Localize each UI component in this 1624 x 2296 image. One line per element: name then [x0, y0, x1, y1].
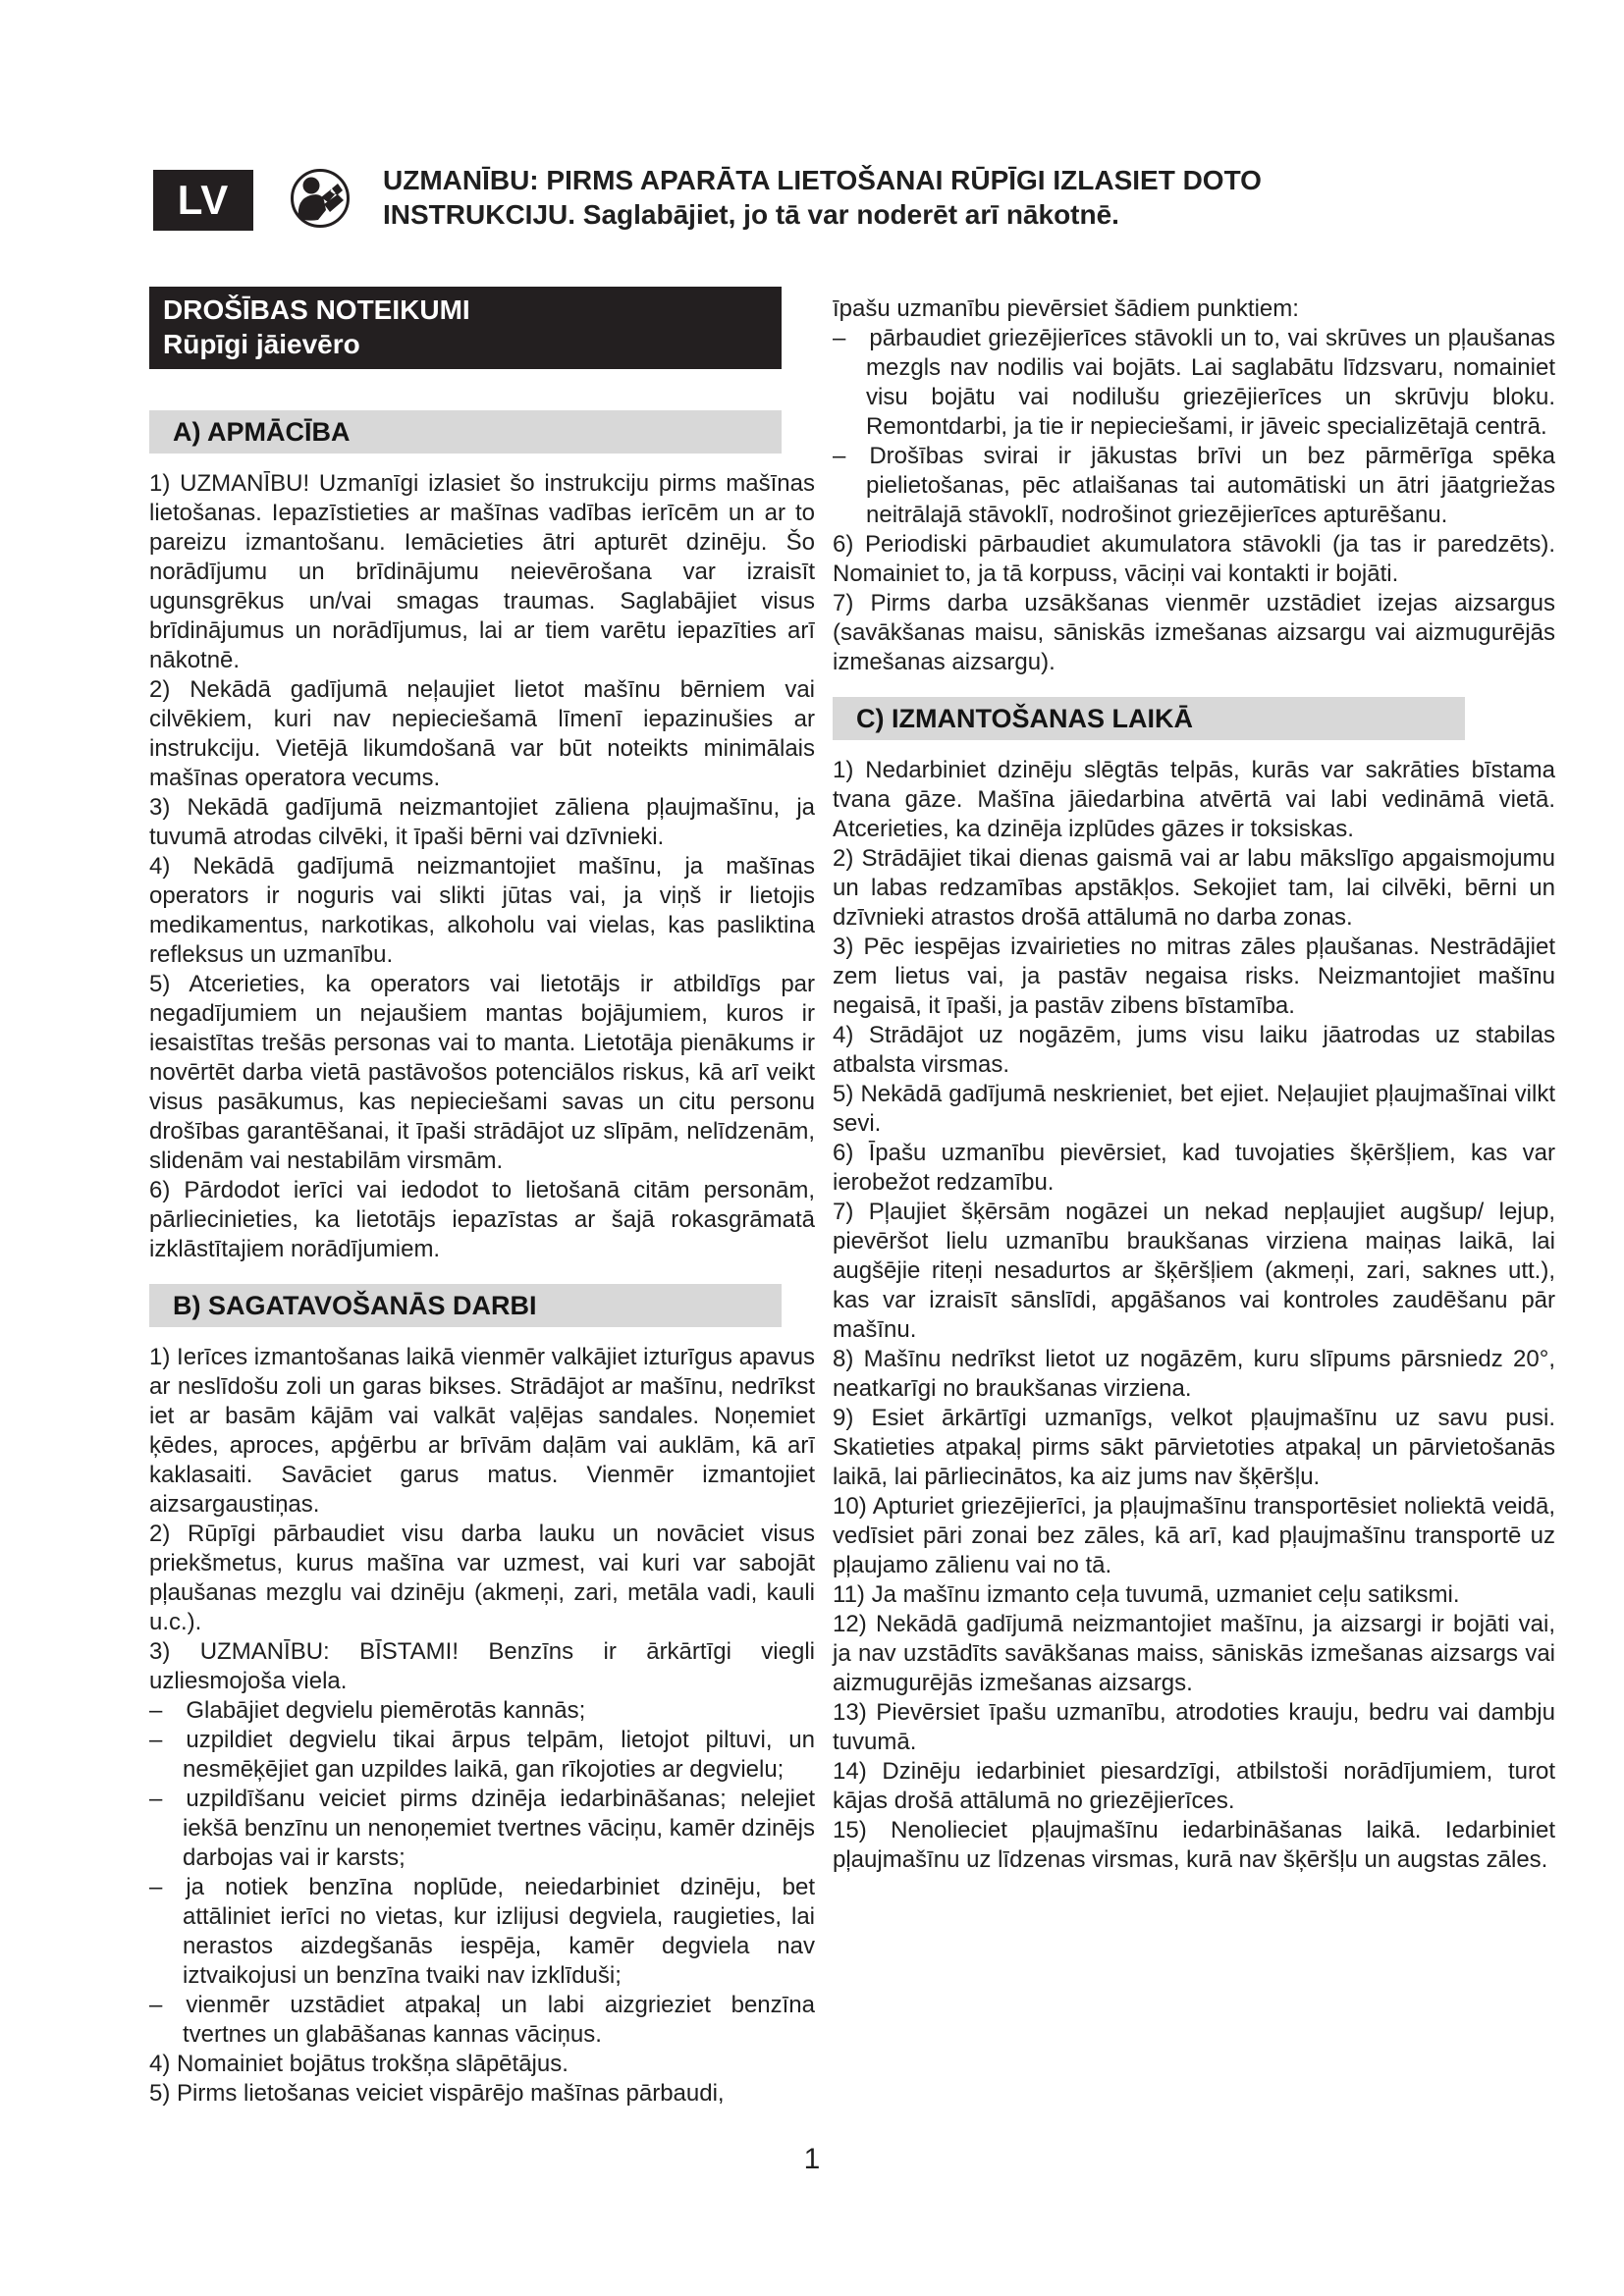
section-b-dash-item: – Drošības svirai ir jākustas brīvi un bez pārmērīga spēka pielietošanas, pēc atlaišanas tai automātiski un ātri jāatgriežas neitrālajā stāvoklī, nodrošinot griezējierīces apturēšanu.: [833, 443, 1555, 528]
section-c-item: 9) Esiet ārkārtīgi uzmanīgs, velkot pļaujmašīnu uz savu pusi. Skatieties atpakaļ pirms sākt pārvietoties atpakaļ un pārvietošanās laikā, lai pārliecinātos, ka aiz jums nav šķēršļu.: [833, 1405, 1555, 1490]
caution-notice-line2: INSTRUKCIJU. Saglabājiet, jo tā var noderēt arī nākotnē.: [383, 199, 1119, 230]
section-c-item: 6) Īpašu uzmanību pievērsiet, kad tuvojaties šķēršļiem, kas var ierobežot redzamību.: [833, 1140, 1555, 1196]
section-c-item: 1) Nedarbiniet dzinēju slēgtās telpās, kurās var sakrāties bīstama tvana gāze. Mašīna jāiedarbina atvērtā vai labi vedināmā vietā. Atcerieties, ka dzinēja izplūdes gāzes ir toksiskas.: [833, 757, 1555, 842]
language-badge: LV: [153, 170, 253, 231]
section-b-dash-item: – uzpildīšanu veiciet pirms dzinēja iedarbināšanas; nelejiet iekšā benzīnu un nenoņemiet tvertnes vāciņu, kamēr dzinējs darbojas vai ir karsts;: [149, 1786, 815, 1871]
caution-notice-line1: UZMANĪBU: PIRMS APARĀTA LIETOŠANAI RŪPĪGI IZLASIET DOTO: [383, 165, 1262, 195]
section-c-item: 7) Pļaujiet šķērsām nogāzei un nekad nepļaujiet augšup/ lejup, pievēršot lielu uzmanību braukšanas virziena maiņas laikā, lai augšējie riteņi nesadurtos ar šķēršļiem (akmeņi, zari, saknes utt.), kas var izraisīt sānslīdi, apgāšanos vai kontroles zaudēšanu pār mašīnu.: [833, 1199, 1555, 1343]
section-c-item: 4) Strādājot uz nogāzēm, jums visu laiku jāatrodas uz stabilas atbalsta virsmas.: [833, 1022, 1555, 1078]
read-manual-icon: [289, 167, 352, 230]
section-a-item: 4) Nekādā gadījumā neizmantojiet mašīnu, ja mašīnas operators ir noguris vai slikti jūtas vai, ja viņš ir lietojis medikamentus, narkotikas, alkoholu vai vielas, kas pasliktina refleksus un uzmanību.: [149, 853, 815, 968]
section-c-item: 12) Nekādā gadījumā neizmantojiet mašīnu, ja aizsargi ir bojāti vai, ja nav uzstādīts savākšanas maiss, sāniskās izmešanas aizsargs vai aizmugurējās izmešanas aizsargs.: [833, 1611, 1555, 1696]
section-b-continuation: īpašu uzmanību pievērsiet šādiem punktiem:: [833, 295, 1299, 322]
section-c-item: 11) Ja mašīnu izmanto ceļa tuvumā, uzmaniet ceļu satiksmi.: [833, 1581, 1460, 1608]
section-c-item: 8) Mašīnu nedrīkst lietot uz nogāzēm, kuru slīpums pārsniedz 20°, neatkarīgi no braukšanas virziena.: [833, 1346, 1555, 1402]
section-b-item: 7) Pirms darba uzsākšanas vienmēr uzstādiet izejas aizsargus (savākšanas maisu, sāniskās izmešanas aizsargu vai aizmugurējās izmešanas aizsargu).: [833, 590, 1555, 675]
section-c-item: 2) Strādājiet tikai dienas gaismā vai ar labu mākslīgo apgaismojumu un labas redzamības apstākļos. Sekojiet tam, lai cilvēki, bērni un dzīvnieki atrastos drošā attālumā no darba zonas.: [833, 845, 1555, 931]
section-b-item: 6) Periodiski pārbaudiet akumulatora stāvokli (ja tas ir paredzēts). Nomainiet to, ja tā korpuss, vāciņi vai kontakti ir bojāti.: [833, 531, 1555, 587]
section-a-item: 2) Nekādā gadījumā neļaujiet lietot mašīnu bērniem vai cilvēkiem, kuri nav nepieciešamā līmenī iepazinušies ar instrukciju. Vietējā likumdošanā var būt noteikts minimālais mašīnas operatora vecums.: [149, 676, 815, 791]
section-a-item: 5) Atcerieties, ka operators vai lietotājs ir atbildīgs par negadījumiem un nejaušiem mantas bojājumiem, kuros ir iesaistītas trešās personas vai to manta. Lietotāja pienākums ir novērtēt darba vietā pastāvošos potenciālos riskus, kā arī veikt visus pasākumus, kas nepieciešami savas un citu personu drošības garantēšanai, it īpaši strādājot uz slīpām, nelīdzenām, slidenām vai nestabilām virsmām.: [149, 971, 815, 1174]
section-a-item: 6) Pārdodot ierīci vai iedodot to lietošanā citām personām, pārliecinieties, ka lietotājs iepazīstas ar šajā rokasgrāmatā izklāstītajiem norādījumiem.: [149, 1177, 815, 1262]
section-b-heading: B) SAGATAVOŠANĀS DARBI: [149, 1284, 782, 1327]
section-a-item: 3) Nekādā gadījumā neizmantojiet zāliena pļaujmašīnu, ja tuvumā atrodas cilvēki, it īpaši bērni vai dzīvnieki.: [149, 794, 815, 850]
page-number: 1: [803, 2143, 821, 2175]
section-b-item: 4) Nomainiet bojātus trokšņa slāpētājus.: [149, 2051, 568, 2077]
section-b-item: 1) Ierīces izmantošanas laikā vienmēr valkājiet izturīgus apavus ar neslīdošu zoli un garas bikses. Strādājot ar mašīnu, nedrīkst iet ar basām kājām vai valkāt vaļējas sandales. Noņemiet ķēdes, aproces, apģērbu ar brīvām daļām vai auklām, kā arī kaklasaiti. Savāciet garus matus. Vienmēr izmantojiet aizsargaustiņas.: [149, 1344, 815, 1518]
left-column: [149, 410, 815, 2109]
section-c-item: 10) Apturiet griezējierīci, ja pļaujmašīnu transportēsiet noliektā veidā, vedīsiet pāri zonai bez zāles, kā arī, kad pļaujmašīnu transportē uz pļaujamo zālienu vai no tā.: [833, 1493, 1555, 1578]
section-b-dash-item: – uzpildiet degvielu tikai ārpus telpām, lietojot piltuvi, un nesmēķējiet gan uzpildes laikā, gan rīkojoties ar degvielu;: [149, 1727, 815, 1783]
section-b-item: 2) Rūpīgi pārbaudiet visu darba lauku un novāciet visus priekšmetus, kurus mašīna var uzmest, vai kuri var sabojāt pļaušanas mezglu vai dzinēju (akmeņi, zari, metāla vadi, kauli u.c.).: [149, 1521, 815, 1635]
section-c-heading: C) IZMANTOŠANAS LAIKĀ: [833, 697, 1465, 740]
banner-subtitle: Rūpīgi jāievēro: [163, 329, 360, 359]
section-a-item: 1) UZMANĪBU! Uzmanīgi izlasiet šo instrukciju pirms mašīnas lietošanas. Iepazīstieties ar mašīnas vadības ierīcēm un ar to pareizu izmantošanu. Iemācieties ātri apturēt dzinēju. Šo norādījumu un brīdinājumu neievērošana var izraisīt ugunsgrēkus un/vai smagas traumas. Saglabājiet visus brīdinājumus un norādījumus, lai ar tiem varētu iepazīties arī nākotnē.: [149, 470, 815, 673]
section-b-dash-item: – ja notiek benzīna noplūde, neiedarbiniet dzinēju, bet attāliniet ierīci no vietas, kur izlijusi degviela, raugieties, lai nerastos aizdegšanās iespēja, kamēr degviela nav iztvaikojusi un benzīna tvaiki nav izklīduši;: [149, 1874, 815, 1989]
banner-title: DROŠĪBAS NOTEIKUMI: [163, 294, 470, 325]
section-b-dash-item: – vienmēr uzstādiet atpakaļ un labi aizgrieziet benzīna tvertnes un glabāšanas kannas vāciņus.: [149, 1992, 815, 2048]
section-c-item: 15) Nenolieciet pļaujmašīnu iedarbināšanas laikā. Iedarbiniet pļaujmašīnu uz līdzenas virsmas, kurā nav šķēršļu un augstas zāles.: [833, 1817, 1555, 1873]
section-a-heading: A) APMĀCĪBA: [149, 410, 782, 454]
section-b-item: 3) UZMANĪBU: BĪSTAMI! Benzīns ir ārkārtīgi viegli uzliesmojoša viela.: [149, 1638, 815, 1694]
section-c-item: 5) Nekādā gadījumā neskrieniet, bet ejiet. Neļaujiet pļaujmašīnai vilkt sevi.: [833, 1081, 1555, 1137]
section-b-dash-item: – Glabājiet degvielu piemērotās kannās;: [149, 1697, 586, 1724]
section-b-dash-item: – pārbaudiet griezējierīces stāvokli un to, vai skrūves un pļaušanas mezgls nav nodilis vai bojāts. Lai saglabātu līdzsvaru, nomainiet visu bojātu vai nodilušu griezējierīces un skrūvju bloku. Remontdarbi, ja tie ir nepieciešami, ir jāveic specializētajā centrā.: [833, 325, 1555, 440]
safety-rules-banner: [149, 287, 782, 369]
caution-notice: [383, 163, 1375, 232]
right-column: [833, 294, 1555, 1875]
section-b-item: 5) Pirms lietošanas veiciet vispārējo mašīnas pārbaudi,: [149, 2080, 725, 2107]
section-c-item: 14) Dzinēju iedarbiniet piesardzīgi, atbilstoši norādījumiem, turot kājas drošā attālumā no griezējierīces.: [833, 1758, 1555, 1814]
section-c-item: 3) Pēc iespējas izvairieties no mitras zāles pļaušanas. Nestrādājiet zem lietus vai, ja pastāv negaisa risks. Neizmantojiet mašīnu negaisā, it īpaši, ja pastāv zibens bīstamība.: [833, 934, 1555, 1019]
section-c-item: 13) Pievērsiet īpašu uzmanību, atrodoties krauju, bedru vai dambju tuvumā.: [833, 1699, 1555, 1755]
